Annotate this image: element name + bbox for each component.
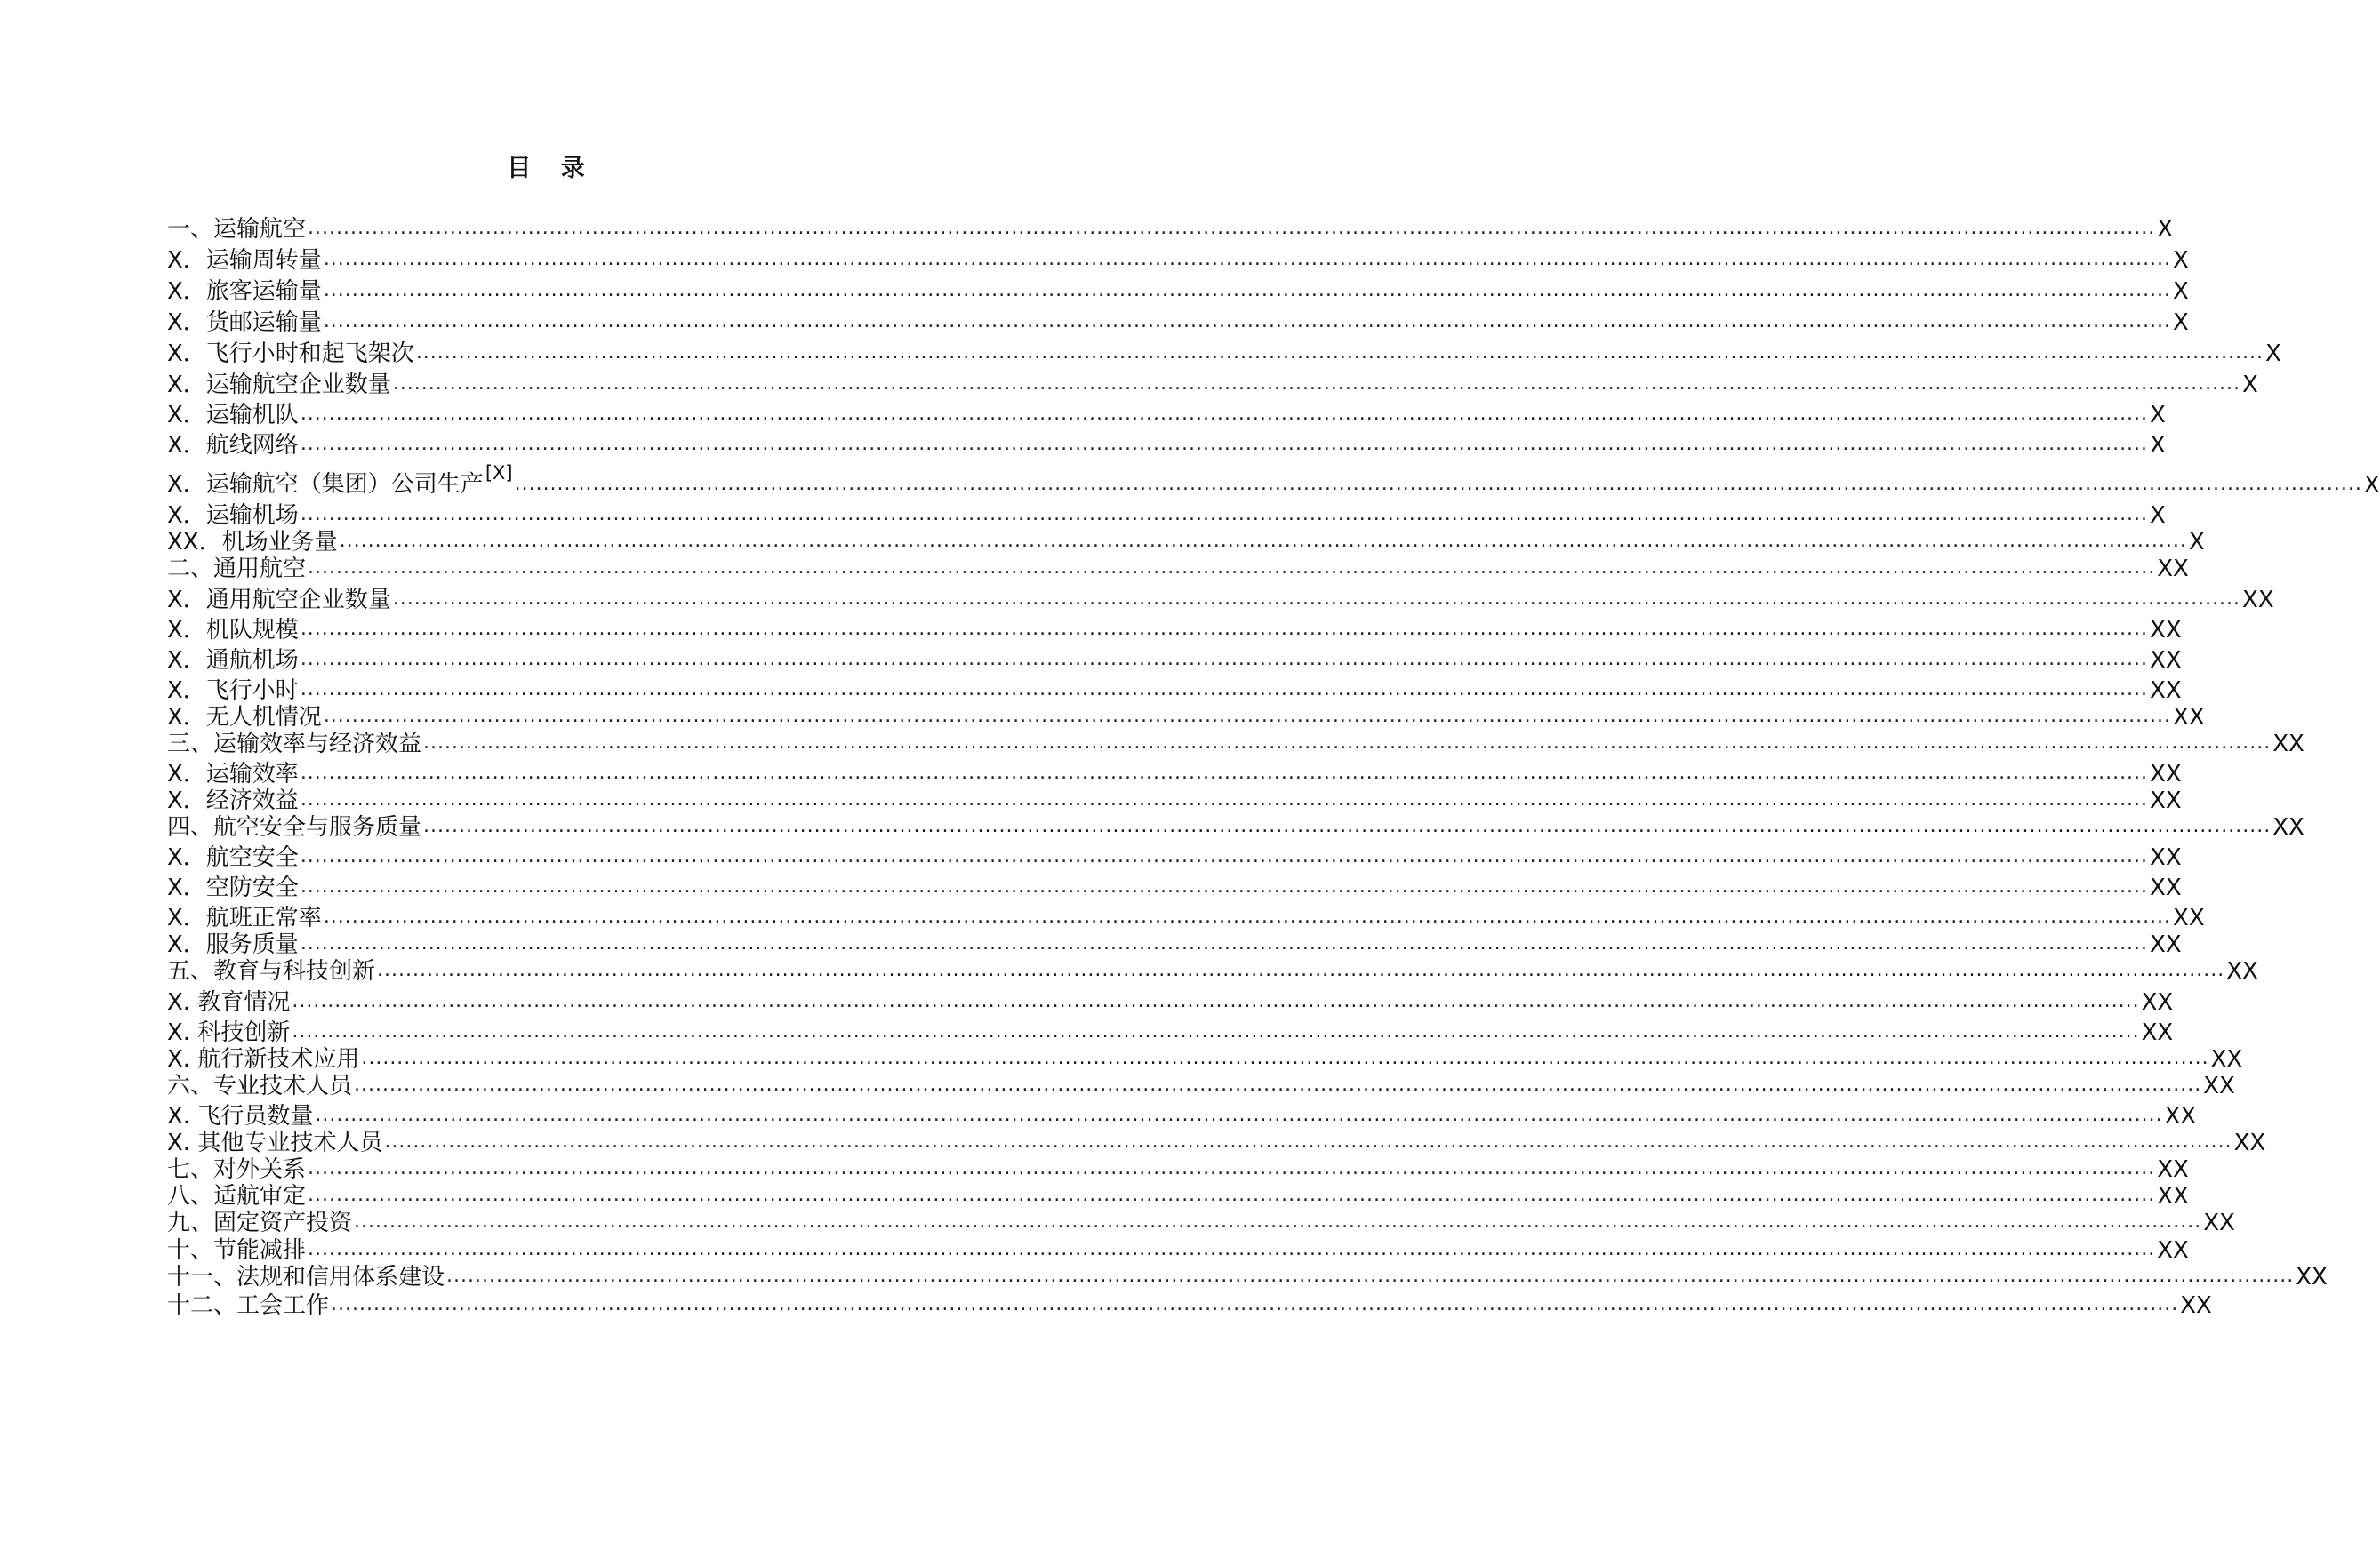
toc-entry-label: 五、教育与科技创新: [167, 958, 376, 985]
toc-entry-label: X．运输周转量: [167, 247, 322, 274]
toc-dot-leader: ....................................................................................................................................................................................................................................................................: [323, 279, 2172, 301]
toc-entry[interactable]: [167, 272, 2189, 306]
toc-dot-leader: ....................................................................................................................................................................................................................................................................: [514, 473, 2362, 495]
toc-entry-label: X．经济效益: [167, 787, 299, 814]
toc-entry[interactable]: [167, 303, 2189, 337]
toc-entry-page: XX: [2296, 1264, 2328, 1291]
toc-entry[interactable]: [167, 1286, 2212, 1320]
toc-dot-leader: ....................................................................................................................................................................................................................................................................: [300, 618, 2149, 640]
toc-entry-page: XX: [2210, 1046, 2243, 1073]
toc-entry-label: X. 教育情况: [167, 989, 291, 1016]
toc-dot-leader: ....................................................................................................................................................................................................................................................................: [339, 530, 2187, 552]
toc-dot-leader: ....................................................................................................................................................................................................................................................................: [446, 1265, 2295, 1287]
toc-dot-leader: ....................................................................................................................................................................................................................................................................: [308, 1238, 2156, 1260]
toc-dot-leader: ....................................................................................................................................................................................................................................................................: [331, 1293, 2179, 1315]
toc-entry-page: XX: [2150, 761, 2182, 787]
toc-entry-page: XX: [2242, 587, 2274, 613]
toc-entry-page: XX: [2150, 931, 2182, 958]
toc-entry-label: 四、航空安全与服务质量: [167, 814, 422, 841]
toc-entry[interactable]: [167, 611, 2182, 644]
toc-entry-label: X．空防安全: [167, 875, 299, 901]
toc-entry[interactable]: [167, 1067, 2235, 1100]
toc-entry-label: X．运输航空企业数量: [167, 372, 391, 398]
toc-entry[interactable]: [167, 334, 2281, 368]
toc-dot-leader: ....................................................................................................................................................................................................................................................................: [308, 556, 2156, 579]
toc-entry-page: X: [2150, 502, 2166, 529]
toc-entry[interactable]: [167, 868, 2182, 902]
toc-entry-label: X．运输机场: [167, 502, 299, 529]
toc-entry-page: XX: [2150, 875, 2182, 901]
toc-dot-leader: ....................................................................................................................................................................................................................................................................: [323, 248, 2172, 270]
toc-entry-label: X．货邮运输量: [167, 309, 322, 336]
toc-dot-leader: ....................................................................................................................................................................................................................................................................: [323, 310, 2172, 332]
toc-dot-leader: ....................................................................................................................................................................................................................................................................: [315, 1104, 2163, 1126]
toc-entry-page: XX: [2141, 989, 2174, 1016]
toc-entry-label: X. 航行新技术应用: [167, 1046, 360, 1073]
toc-entry[interactable]: [167, 426, 2166, 460]
toc-entry[interactable]: [167, 241, 2189, 275]
toc-entry-label: X．航班正常率: [167, 905, 322, 931]
toc-title: 目 录: [507, 155, 596, 182]
toc-entry-page: X: [2265, 340, 2281, 367]
toc-entry-page: XX: [2157, 556, 2189, 582]
toc-entry[interactable]: [167, 838, 2182, 872]
toc-entry-page: XX: [2180, 1292, 2212, 1319]
toc-dot-leader: ....................................................................................................................................................................................................................................................................: [423, 732, 2272, 754]
toc-entry-page: XX: [2164, 1103, 2197, 1130]
toc-entry-label: 三、运输效率与经济效益: [167, 731, 422, 757]
toc-dot-leader: ....................................................................................................................................................................................................................................................................: [300, 403, 2149, 425]
toc-dot-leader: ....................................................................................................................................................................................................................................................................: [384, 1131, 2232, 1153]
toc-entry-label: X．机队规模: [167, 617, 299, 644]
toc-entry-page: XX: [2203, 1073, 2235, 1099]
toc-entry-label: 六、专业技术人员: [167, 1073, 353, 1099]
toc-entry-label: X．飞行小时: [167, 677, 299, 704]
toc-entry-page: XX: [2150, 677, 2182, 704]
toc-entry-label: X. 飞行员数量: [167, 1103, 314, 1130]
toc-entry-label: X．飞行小时和起飞架次: [167, 340, 414, 367]
toc-entry-label: X．航线网络: [167, 432, 299, 459]
toc-dot-leader: ....................................................................................................................................................................................................................................................................: [300, 932, 2149, 955]
toc-entry-page: XX: [2226, 958, 2258, 985]
toc-dot-leader: ....................................................................................................................................................................................................................................................................: [300, 788, 2149, 811]
toc-dot-leader: ....................................................................................................................................................................................................................................................................: [300, 678, 2149, 700]
toc-entry-label: X．运输机队: [167, 402, 299, 428]
toc-entry-page: X: [2150, 432, 2166, 459]
toc-entry-label: X．通航机场: [167, 647, 299, 674]
toc-entry-page: XX: [2157, 1237, 2189, 1264]
toc-entry-label: 十、节能减排: [167, 1237, 307, 1264]
toc-entry-page: XX: [2272, 731, 2304, 757]
toc-dot-leader: ....................................................................................................................................................................................................................................................................: [300, 845, 2149, 867]
toc-dot-leader: ....................................................................................................................................................................................................................................................................: [300, 648, 2149, 670]
toc-entry-label: 一、运输航空: [167, 216, 307, 243]
toc-entry-label: X．无人机情况: [167, 704, 322, 731]
toc-dot-leader: ....................................................................................................................................................................................................................................................................: [292, 990, 2140, 1012]
toc-entry-page: XX: [2150, 647, 2182, 674]
toc-entry[interactable]: [167, 952, 2258, 986]
toc-dot-leader: ....................................................................................................................................................................................................................................................................: [354, 1211, 2202, 1233]
toc-dot-leader: ....................................................................................................................................................................................................................................................................: [300, 762, 2149, 784]
toc-dot-leader: ....................................................................................................................................................................................................................................................................: [308, 217, 2156, 239]
toc-dot-leader: ....................................................................................................................................................................................................................................................................: [308, 1184, 2156, 1206]
toc-entry[interactable]: [167, 641, 2182, 675]
toc-dot-leader: ....................................................................................................................................................................................................................................................................: [292, 1020, 2140, 1043]
toc-entry-page: X: [2188, 529, 2205, 556]
toc-dot-leader: ....................................................................................................................................................................................................................................................................: [308, 1157, 2156, 1179]
toc-entry-label: X. 其他专业技术人员: [167, 1130, 383, 1156]
toc-entry-page: X: [2363, 472, 2380, 499]
toc-dot-leader: ....................................................................................................................................................................................................................................................................: [415, 341, 2264, 364]
toc-dot-leader: ....................................................................................................................................................................................................................................................................: [361, 1047, 2209, 1069]
toc-entry[interactable]: [167, 983, 2174, 1017]
toc-entry-label: X．服务质量: [167, 931, 299, 958]
toc-entry-page: X: [2173, 247, 2189, 274]
toc-dot-leader: ....................................................................................................................................................................................................................................................................: [377, 959, 2225, 981]
toc-entry-page: X: [2173, 278, 2189, 305]
toc-entry-label: 十一、法规和信用体系建设: [167, 1264, 445, 1291]
toc-entry-page: XX: [2173, 905, 2205, 931]
toc-dot-leader: ....................................................................................................................................................................................................................................................................: [300, 433, 2149, 455]
toc-entry-page: X: [2157, 216, 2174, 243]
toc-entry-label: X. 科技创新: [167, 1019, 291, 1046]
toc-dot-leader: ....................................................................................................................................................................................................................................................................: [323, 705, 2172, 727]
toc-entry-page: XX: [2150, 787, 2182, 814]
toc-dot-leader: ....................................................................................................................................................................................................................................................................: [392, 588, 2241, 610]
toc-entry-label: X．通用航空企业数量: [167, 587, 391, 613]
toc-entry[interactable]: [167, 724, 2304, 758]
toc-entry-page: X: [2173, 309, 2189, 336]
toc-dot-leader: ....................................................................................................................................................................................................................................................................: [300, 503, 2149, 525]
toc-entry-page: XX: [2150, 844, 2182, 871]
toc-entry-label: 十二、工会工作: [167, 1292, 330, 1319]
toc-entry[interactable]: [167, 210, 2174, 244]
toc-entry[interactable]: [167, 580, 2274, 614]
toc-dot-leader: ....................................................................................................................................................................................................................................................................: [323, 906, 2172, 928]
toc-entry[interactable]: [167, 462, 2380, 500]
toc-entry[interactable]: [167, 396, 2166, 429]
footnote-marker: [X]: [485, 462, 513, 484]
toc-entry-page: XX: [2157, 1183, 2189, 1210]
toc-entry-label: X．旅客运输量: [167, 278, 322, 305]
toc-entry-page: XX: [2272, 814, 2304, 841]
toc-entry-label: XX．机场业务量: [167, 529, 338, 556]
toc-entry-label: 八、适航审定: [167, 1183, 307, 1210]
toc-entry-page: X: [2242, 372, 2258, 398]
toc-entry-page: XX: [2233, 1130, 2266, 1156]
toc-entry-label: X．航空安全: [167, 844, 299, 871]
toc-entry-page: XX: [2173, 704, 2205, 731]
toc-entry-label: X．运输航空（集团）公司生产[X]: [167, 462, 513, 498]
toc-dot-leader: ....................................................................................................................................................................................................................................................................: [354, 1074, 2202, 1096]
toc-dot-leader: ....................................................................................................................................................................................................................................................................: [300, 875, 2149, 898]
toc-entry-label: 二、通用航空: [167, 556, 307, 582]
toc-entry-label: 七、对外关系: [167, 1156, 307, 1183]
toc-entry-label: X．运输效率: [167, 761, 299, 787]
toc-entry-label: 九、固定资产投资: [167, 1210, 353, 1236]
toc-entry[interactable]: [167, 365, 2258, 399]
toc-entry-page: XX: [2157, 1156, 2189, 1183]
toc-entry-page: XX: [2141, 1019, 2174, 1046]
toc-entry-page: XX: [2203, 1210, 2235, 1236]
toc-dot-leader: ....................................................................................................................................................................................................................................................................: [423, 815, 2272, 837]
toc-dot-leader: ....................................................................................................................................................................................................................................................................: [392, 372, 2241, 395]
toc-entry[interactable]: [167, 808, 2304, 842]
toc-entry-page: X: [2150, 402, 2166, 428]
toc-entry[interactable]: [167, 549, 2189, 583]
toc-entry-page: XX: [2150, 617, 2182, 644]
